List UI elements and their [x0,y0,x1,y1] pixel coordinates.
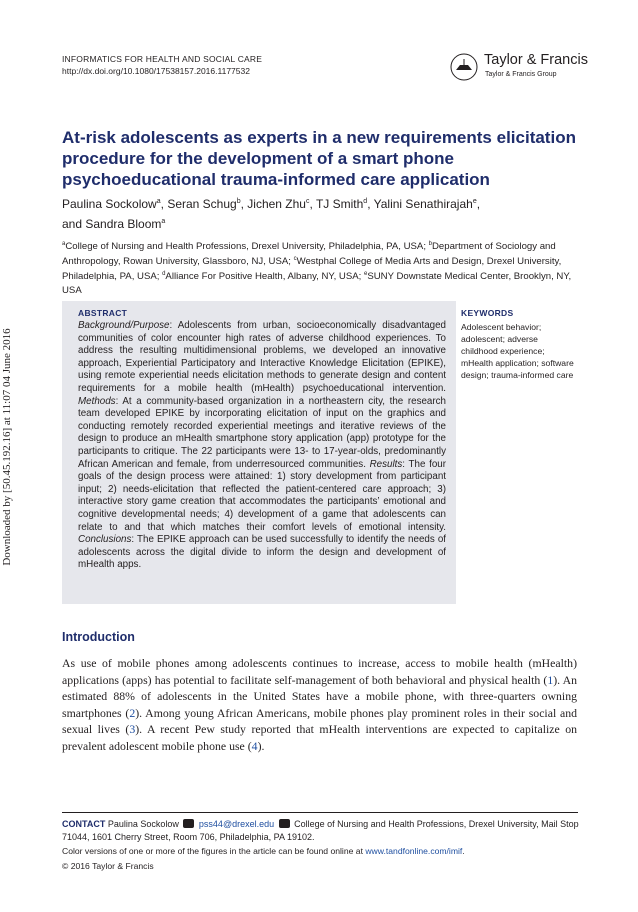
introduction-paragraph: As use of mobile phones among adolescents continues to increase, access to mobile health (mHealth) applications (apps) has potential to facilitate self-management of both behavioral and physical health (1). An estimated 88% of adolescents in the United States have a mobile phone, with three-quarters owning smartphones (2). Among young African Americans, mobile phones play prominent roles in their social and sexual lives (3). A recent Pew study reported that mHealth interventions are expected to capitalize on prevalent adolescent mobile phone use (4). [62,656,578,753]
author: and Sandra Bloom [62,217,162,231]
copyright: © 2016 Taylor & Francis [62,861,154,871]
publisher-name: Taylor & Francis [484,52,588,68]
contact-info: CONTACT Paulina Sockolow pss44@drexel.edu College of Nursing and Health Professions, Drexel University, Mail Stop 71044, 1601 Cherry Street, Room 706, Philadelphia, PA 19102. [62,819,579,842]
author: Yalini Senathirajah [373,197,473,211]
address-icon [279,819,290,828]
keywords-heading: KEYWORDS [461,308,514,318]
article-title: At-risk adolescents as experts in a new requirements elicitation procedure for the development of a smart phone psychoeducational trauma-informed care application [62,128,576,189]
author: Paulina Sockolow [62,197,157,211]
author: TJ Smith [315,197,364,211]
publisher-logo [448,52,588,86]
reference-link[interactable]: 2 [129,705,136,720]
author-list: Paulina Sockolow$^a$, Seran Schug$^b$, Jichen Zhu$^c$, TJ Smith$^d$, Yalini Senathirajah$^e$, and Sandra Bloom$^a$ [62,197,481,231]
author: Jichen Zhu [247,197,306,211]
abstract-text: Background/Purpose: Adolescents from urban, socioeconomically disadvantaged communities of color encounter high rates of adverse childhood experiences. To address the resulting multidimensional problems, we developed an innovative approach, Experiential Participatory and Interactive Knowledge Elicitation (EPIKE), using remote experiential needs elicitation methods to generate design and content requirements for a mobile health (mHealth) psychoeducational intervention. Methods: At a community-based organization in a northeastern city, the research team developed EPIKE by incorporating elicitation of input on the graphics and conducting remotely recorded experiential meetings and iterative reviews of the design to produce an mHealth smartphone story application (app) prototype for the participants to critique. The 22 participants were 13- to 17-year-olds, predominantly African American and female, from underresourced communities. Results: The four goals of the design process were attained: 1) story development from participant input; 2) needs-elicitation that reflected the patient-centered care approach; 3) interactive story game creation that accommodates the participants’ emotional and cognitive developmental needs; 4) development of a game that adolescents can relate to and that which matches their comfort levels of emotional intensity. Conclusions: The EPIKE approach can be used successfully to identify the needs of adolescents across the digital divide to inform the design and development of mHealth apps. [78,320,446,571]
reference-link[interactable]: 3 [129,722,136,736]
keywords-list: Adolescent behavior; adolescent; adverse childhood experience; mHealth application; software design; trauma-informed care [461,322,574,380]
section-heading: Introduction [62,630,135,644]
color-note: Color versions of one or more of the figures in the article can be found online at www.tandfonline.com/imif. [62,846,465,856]
mail-icon [183,819,194,828]
journal-name: INFORMATICS FOR HEALTH AND SOCIAL CARE [62,54,263,64]
affiliations: $^a$College of Nursing and Health Professions, Drexel University, Philadelphia, PA, USA; $^b$Department of Sociology and Anthropology, Rowan University, Glassboro, NJ, USA; $^c$Westphal College of Media Arts and Design, Drexel University, Philadelphia, PA, USA; $^d$Alliance For Positive Health, Albany, NY, USA; $^e$SUNY Downstate Medical Center, Brooklyn, NY, USA [62,241,572,296]
email-link[interactable]: pss44@drexel.edu [198,819,275,829]
doi-link[interactable]: http://dx.doi.org/10.1080/17538157.2016.1177532 [62,66,250,76]
reference-link[interactable]: 4 [251,738,258,753]
abstract-heading: ABSTRACT [78,308,128,318]
footer-divider [62,812,578,813]
publisher-lamp-icon [448,52,480,82]
journal-website-link[interactable]: www.tandfonline.com/imif [365,846,463,856]
download-watermark: Downloaded by [50.45.192.16] at 11:07 04 June 2016 [1,328,13,566]
author: Seran Schug [167,197,237,211]
publisher-group: Taylor & Francis Group [485,71,557,78]
reference-link[interactable]: 1 [547,672,554,687]
